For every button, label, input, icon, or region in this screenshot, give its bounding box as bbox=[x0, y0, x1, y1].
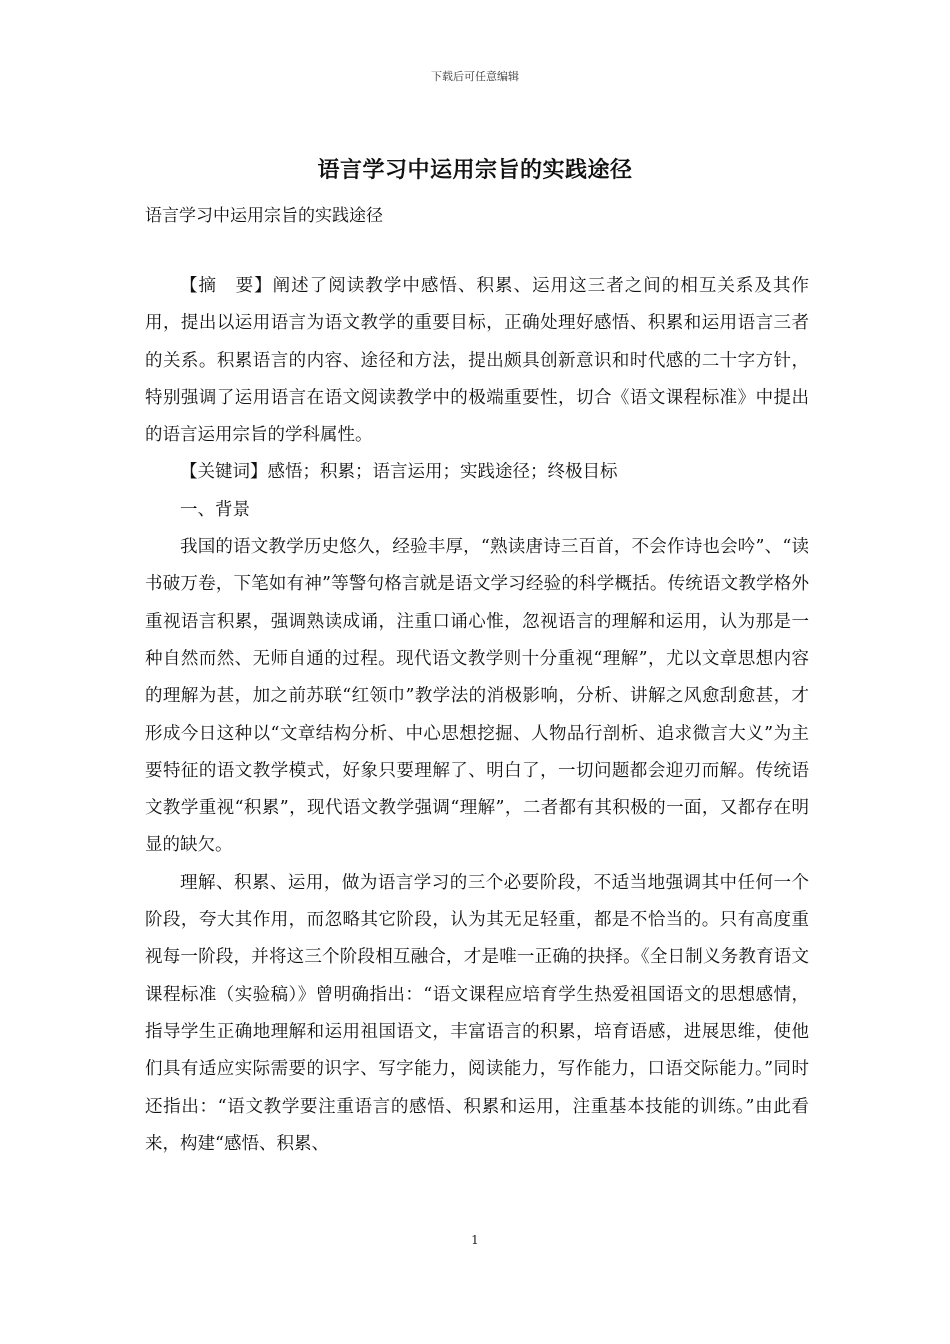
body-paragraph: 我国的语文教学历史悠久，经验丰厚，“熟读唐诗三百首，不会作诗也会吟”、“读书破万卷，下笔如有神”等警句格言就是语文学习经验的科学概括。传统语文教学格外重视语言积累，强调熟读成诵，注重口诵心惟，忽视语言的理解和运用，认为那是一种自然而然、无师自通的过程。现代语文教学则十分重视“理解”，尤以文章思想内容的理解为甚，加之前苏联“红领巾”教学法的消极影响，分析、讲解之风愈刮愈甚，才形成今日这种以“文章结构分析、中心思想挖掘、人物品行剖析、追求微言大义”为主要特征的语文教学模式，好象只要理解了、明白了，一切问题都会迎刃而解。传统语文教学重视“积累”，现代语文教学强调“理解”，二者都有其积极的一面，又都存在明显的缺欠。 bbox=[145, 537, 809, 856]
keywords-paragraph: 【关键词】感悟；积累；语言运用；实践途径；终极目标 bbox=[180, 462, 618, 483]
body-text bbox=[145, 268, 809, 1163]
header-note: 下载后可任意编辑 bbox=[431, 70, 519, 83]
document-title: 语言学习中运用宗旨的实践途径 bbox=[317, 157, 633, 183]
section-heading: 一、背景 bbox=[180, 499, 250, 520]
body-paragraph: 理解、积累、运用，做为语言学习的三个必要阶段，不适当地强调其中任何一个阶段，夸大其作用，而忽略其它阶段，认为其无足轻重，都是不恰当的。只有高度重视每一阶段，并将这三个阶段相互融合，才是唯一正确的抉择。《全日制义务教育语文课程标准（实验稿）》曾明确指出：“语文课程应培育学生热爱祖国语文的思想感情，指导学生正确地理解和运用祖国语文，丰富语言的积累，培育语感，进展思维，使他们具有适应实际需要的识字、写字能力，阅读能力，写作能力，口语交际能力。”同时还指出：“语文教学要注重语言的感悟、积累和运用，注重基本技能的训练。”由此看来，构建“感悟、积累、 bbox=[145, 872, 809, 1154]
page-number: 1 bbox=[471, 1233, 479, 1247]
abstract-paragraph: 【摘 要】阐述了阅读教学中感悟、积累、运用这三者之间的相互关系及其作用，提出以运用语言为语文教学的重要目标，正确处理好感悟、积累和运用语言三者的关系。积累语言的内容、途径和方法，提出颇具创新意识和时代感的二十字方针，特别强调了运用语言在语文阅读教学中的极端重要性，切合《语文课程标准》中提出的语言运用宗旨的学科属性。 bbox=[145, 276, 809, 446]
document-subtitle: 语言学习中运用宗旨的实践途径 bbox=[145, 206, 383, 226]
